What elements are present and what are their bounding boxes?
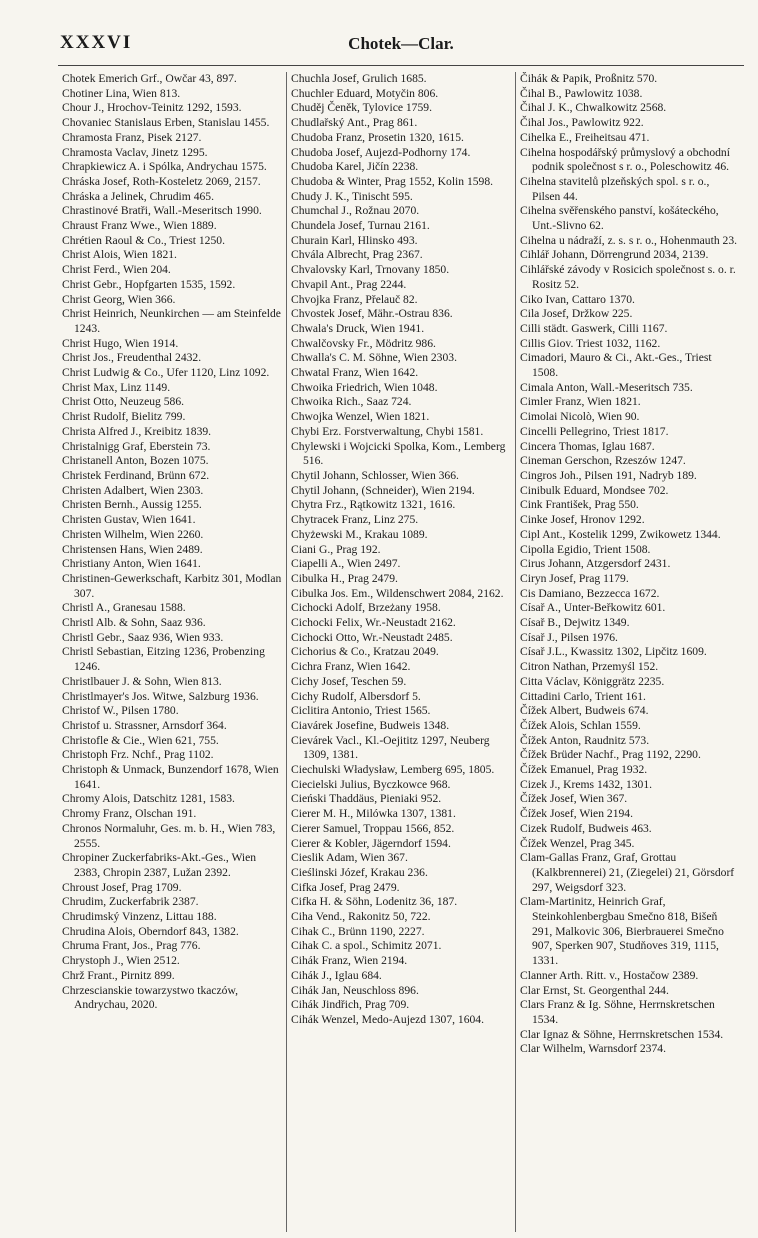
directory-entry: Churain Karl, Hlinsko 493.	[291, 233, 418, 247]
directory-entry: Cinibulk Eduard, Mondsee 702.	[520, 483, 669, 497]
directory-entry: Cingros Joh., Pilsen 191, Nadryb 189.	[520, 468, 697, 482]
directory-entry: Chudy J. K., Tinischt 595.	[291, 189, 413, 203]
directory-entry: Cihlář Johann, Dörrengrund 2034, 2139.	[520, 248, 709, 262]
directory-entry: Cihák Jan, Neuschloss 896.	[291, 983, 419, 997]
directory-entry: Chraust Franz Wwe., Wien 1889.	[62, 219, 217, 233]
directory-entry: Cinke Josef, Hronov 1292.	[520, 513, 645, 527]
directory-entry: Chrzescianskie towarzystwo tkaczów, Andrychau, 2020.	[62, 983, 238, 1012]
directory-entry: Christof u. Strassner, Arnsdorf 364.	[62, 718, 227, 732]
directory-entry: Chyżewski M., Krakau 1089.	[291, 527, 428, 541]
directory-entry: Cittadini Carlo, Trient 161.	[520, 689, 646, 703]
directory-entry: Cink František, Prag 550.	[520, 498, 639, 512]
directory-entry: Cifka Josef, Prag 2479.	[291, 880, 400, 894]
directory-entry: Císař J.L., Kwassitz 1302, Lipčitz 1609.	[520, 645, 707, 659]
directory-entry: Chybi Erz. Forstverwaltung, Chybi 1581.	[291, 424, 484, 438]
directory-entry: Chrapkiewicz A. i Spólka, Andrychau 1575.	[62, 160, 267, 174]
directory-entry: Ciecielski Julius, Byczkowce 968.	[291, 777, 451, 791]
directory-entry: Chráska Josef, Roth-Kosteletz 2069, 2157.	[62, 174, 261, 188]
directory-entry: Cipolla Egidio, Trient 1508.	[520, 542, 651, 556]
directory-entry: Cierer & Kobler, Jägerndorf 1594.	[291, 836, 451, 850]
directory-entry: Christek Ferdinand, Brünn 672.	[62, 468, 210, 482]
header-rule	[58, 65, 744, 66]
directory-entry: Cilli städt. Gaswerk, Cilli 1167.	[520, 321, 668, 335]
directory-entry: Cihák Franz, Wien 2194.	[291, 954, 408, 968]
directory-entry: Cierer M. H., Milówka 1307, 1381.	[291, 807, 456, 821]
column-right	[515, 72, 744, 1232]
directory-entry: Christl A., Granesau 1588.	[62, 601, 186, 615]
directory-entry: Cipl Ant., Kostelik 1299, Zwikowetz 1344.	[520, 527, 721, 541]
directory-entry: Cibulka Jos. Em., Wildenschwert 2084, 2162.	[291, 586, 504, 600]
directory-entry: Čihal Jos., Pawlowitz 922.	[520, 116, 644, 130]
directory-entry: Cila Josef, Držkow 225.	[520, 307, 633, 321]
directory-entry: Chruma Frant, Jos., Prag 776.	[62, 939, 201, 953]
directory-entry: Čížek Albert, Budweis 674.	[520, 704, 649, 718]
directory-entry: Christ Heinrich, Neunkirchen — am Steinfelde 1243.	[62, 307, 281, 335]
directory-entry: Clanner Arth. Ritt. v., Hostačow 2389.	[520, 968, 699, 982]
directory-entry: Chytracek Franz, Linz 275.	[291, 513, 419, 527]
entry-columns	[58, 72, 744, 1232]
directory-entry: Christ Georg, Wien 366.	[62, 292, 176, 306]
directory-entry: Cievárek Vacl., Kl.-Oejititz 1297, Neuberg 1309, 1381.	[291, 733, 490, 762]
directory-entry: Clar Ernst, St. Georgenthal 244.	[520, 983, 669, 997]
directory-entry: Christoph Frz. Nchf., Prag 1102.	[62, 748, 214, 762]
directory-entry: Chramosta Vaclav, Jinetz 1295.	[62, 145, 208, 159]
directory-entry: Cihák Wenzel, Medo-Aujezd 1307, 1604.	[291, 1013, 485, 1026]
directory-entry: Chytra Frz., Rątkowitz 1321, 1616.	[291, 498, 456, 512]
directory-entry: Čížek Alois, Schlan 1559.	[520, 718, 641, 732]
directory-entry: Christensen Hans, Wien 2489.	[62, 542, 203, 556]
directory-entry: Chroust Josef, Prag 1709.	[62, 880, 182, 894]
directory-entry: Cichy Josef, Teschen 59.	[291, 674, 407, 688]
directory-entry: Cihak C. a spol., Schimitz 2071.	[291, 939, 442, 953]
directory-entry: Chotek Emerich Grf., Owčar 43, 897.	[62, 72, 237, 85]
directory-entry: Chvalovsky Karl, Trnovany 1850.	[291, 263, 450, 277]
directory-entry: Chudoba Josef, Aujezd-Podhorny 174.	[291, 145, 471, 159]
directory-entry: Christ Rudolf, Bielitz 799.	[62, 410, 186, 424]
directory-entry: Chrudim, Zuckerfabrik 2387.	[62, 895, 199, 909]
directory-entry: Christa Alfred J., Kreibitz 1839.	[62, 424, 212, 438]
directory-entry: Clam-Gallas Franz, Graf, Grottau (Kalkbrennerei) 21, (Ziegelei) 21, Görsdorf 297, Weigsdorf 323.	[520, 851, 735, 894]
directory-entry: Chudoba & Winter, Prag 1552, Kolin 1598.	[291, 174, 494, 188]
directory-entry: Chotiner Lina, Wien 813.	[62, 86, 181, 100]
directory-entry: Clars Franz & Ig. Söhne, Herrnskretschen 1534.	[520, 998, 715, 1026]
directory-entry: Cihelka E., Freiheitsau 471.	[520, 130, 650, 144]
directory-entry: Cis Damiano, Bezzecca 1672.	[520, 586, 660, 600]
directory-entry: Cibulka H., Prag 2479.	[291, 571, 398, 585]
directory-entry: Clam-Martinitz, Heinrich Graf, Steinkohlenbergbau Smečno 818, Bišeň 291, Malkovic 306, Bierbrauerei Smečno 907, Sperken 907, Studňoves 319, 1115, 1331.	[520, 895, 724, 968]
directory-entry: Christlmayer's Jos. Witwe, Salzburg 1936.	[62, 689, 259, 703]
directory-entry: Chwalčovsky Fr., Mödritz 986.	[291, 336, 436, 350]
directory-entry: Christ Alois, Wien 1821.	[62, 248, 177, 262]
directory-entry: Cichocki Felix, Wr.-Neustadt 2162.	[291, 616, 456, 630]
directory-entry: Christen Bernh., Aussig 1255.	[62, 498, 202, 512]
page-number: XXXVI	[60, 32, 133, 53]
directory-entry: Cihelna svěřenského panství, košáteckého, Unt.-Slivno 62.	[520, 204, 719, 233]
directory-entry: Chrudina Alois, Oberndorf 843, 1382.	[62, 924, 239, 938]
directory-entry: Čihal B., Pawlowitz 1038.	[520, 86, 643, 100]
directory-entry: Christl Alb. & Sohn, Saaz 936.	[62, 616, 206, 630]
directory-entry: Christen Gustav, Wien 1641.	[62, 513, 196, 527]
directory-entry: Chudoba Karel, Jičín 2238.	[291, 160, 419, 174]
directory-entry: Christofle & Cie., Wien 621, 755.	[62, 733, 219, 747]
directory-entry: Clar Wilhelm, Warnsdorf 2374.	[520, 1042, 666, 1056]
directory-entry: Cierer Samuel, Troppau 1566, 852.	[291, 821, 455, 835]
directory-entry: Chrystoph J., Wien 2512.	[62, 954, 180, 968]
directory-entry: Cimala Anton, Wall.-Meseritsch 735.	[520, 380, 693, 394]
directory-entry: Christ Jos., Freudenthal 2432.	[62, 351, 202, 365]
directory-entry: Cihelna stavitelů plzeňských spol. s r. o., Pilsen 44.	[520, 174, 710, 203]
directory-entry: Chytil Johann, (Schneider), Wien 2194.	[291, 483, 475, 497]
directory-entry: Chylewski i Wojcicki Spolka, Kom., Lemberg 516.	[291, 439, 506, 468]
directory-entry: Clar Ignaz & Söhne, Herrnskretschen 1534.	[520, 1027, 724, 1041]
directory-entry: Cimadori, Mauro & Ci., Akt.-Ges., Triest 1508.	[520, 351, 712, 380]
directory-entry: Cizek J., Krems 1432, 1301.	[520, 777, 653, 791]
directory-entry: Chrastinové Bratři, Wall.-Meseritsch 1990.	[62, 204, 262, 218]
directory-entry: Christ Ferd., Wien 204.	[62, 263, 171, 277]
directory-entry: Chuchler Eduard, Motyčin 806.	[291, 86, 439, 100]
directory-entry: Chwoika Friedrich, Wien 1048.	[291, 380, 438, 394]
directory-entry: Cichorius & Co., Kratzau 2049.	[291, 645, 439, 659]
directory-entry: Chwala's Druck, Wien 1941.	[291, 321, 425, 335]
directory-entry: Cifka H. & Söhn, Lodenitz 36, 187.	[291, 895, 458, 909]
directory-entry: Cihelna u nádraží, z. s. s r. o., Hohenmauth 23.	[520, 233, 738, 247]
page-title: Chotek—Clar.	[348, 34, 454, 53]
directory-entry: Čihal J. K., Chwalkowitz 2568.	[520, 101, 667, 115]
directory-entry: Chromy Franz, Olschan 191.	[62, 807, 197, 821]
directory-entry: Chuchla Josef, Grulich 1685.	[291, 72, 427, 85]
directory-entry: Chudoba Franz, Prosetin 1320, 1615.	[291, 130, 464, 144]
directory-entry: Čížek Josef, Wien 367.	[520, 792, 628, 806]
directory-entry: Christ Otto, Neuzeug 586.	[62, 395, 185, 409]
directory-entry: Chovaniec Stanislaus Erben, Stanislau 1455.	[62, 116, 270, 130]
directory-entry: Chramosta Franz, Pisek 2127.	[62, 130, 202, 144]
directory-entry: Cihák Jindřich, Prag 709.	[291, 998, 410, 1012]
directory-entry: Christ Hugo, Wien 1914.	[62, 336, 179, 350]
directory-entry: Chvojka Franz, Přelauč 82.	[291, 292, 418, 306]
directory-entry: Cimler Franz, Wien 1821.	[520, 395, 641, 409]
directory-entry: Christl Sebastian, Eitzing 1236, Probenzing 1246.	[62, 645, 265, 674]
directory-entry: Cineman Gerschon, Rzeszów 1247.	[520, 454, 686, 468]
directory-entry: Ciani G., Prag 192.	[291, 542, 381, 556]
directory-entry: Čížek Emanuel, Prag 1932.	[520, 763, 648, 777]
directory-entry: Cichocki Adolf, Brzeżany 1958.	[291, 601, 441, 615]
directory-entry: Chwatal Franz, Wien 1642.	[291, 366, 419, 380]
column-middle	[286, 72, 515, 1232]
directory-entry: Chudlařský Ant., Prag 861.	[291, 116, 418, 130]
directory-entry: Chundela Josef, Turnau 2161.	[291, 219, 430, 233]
directory-entry: Chvapil Ant., Prag 2244.	[291, 277, 407, 291]
directory-entry: Ciavárek Josefine, Budweis 1348.	[291, 718, 450, 732]
directory-entry: Christanell Anton, Bozen 1075.	[62, 454, 209, 468]
directory-entry: Christl Gebr., Saaz 936, Wien 933.	[62, 630, 224, 644]
directory-entry: Čížek Josef, Wien 2194.	[520, 807, 633, 821]
directory-entry: Ciapelli A., Wien 2497.	[291, 557, 401, 571]
directory-entry: Cihlářské závody v Rosicich společnost s. o. r. Rositz 52.	[520, 263, 736, 291]
directory-entry: Chvála Albrecht, Prag 2367.	[291, 248, 423, 262]
directory-entry: Chráska a Jelinek, Chrudim 465.	[62, 189, 214, 203]
directory-entry: Cieślinski Józef, Krakau 236.	[291, 865, 428, 879]
directory-entry: Cihák J., Iglau 684.	[291, 968, 382, 982]
directory-entry: Chytil Johann, Schlosser, Wien 366.	[291, 468, 459, 482]
directory-entry: Císař J., Pilsen 1976.	[520, 630, 618, 644]
directory-entry: Cichy Rudolf, Albersdorf 5.	[291, 689, 421, 703]
directory-entry: Chour J., Hrochov-Teinitz 1292, 1593.	[62, 101, 242, 115]
directory-entry: Chwoika Rich., Saaz 724.	[291, 395, 412, 409]
directory-entry: Cillis Giov. Triest 1032, 1162.	[520, 336, 661, 350]
directory-entry: Chropiner Zuckerfabriks-Akt.-Ges., Wien 2383, Chropin 2387, Lužan 2392.	[62, 851, 257, 879]
directory-entry: Cihak C., Brünn 1190, 2227.	[291, 924, 425, 938]
directory-entry: Čížek Wenzel, Prag 345.	[520, 836, 635, 850]
directory-entry: Chromy Alois, Datschitz 1281, 1583.	[62, 792, 235, 806]
directory-entry: Ciha Vend., Rakonitz 50, 722.	[291, 910, 431, 924]
directory-entry: Cirus Johann, Atzgersdorf 2431.	[520, 557, 671, 571]
directory-entry: Chumchal J., Rožnau 2070.	[291, 204, 420, 218]
directory-entry: Chwojka Wenzel, Wien 1821.	[291, 410, 430, 424]
directory-entry: Císař A., Unter-Beřkowitz 601.	[520, 601, 666, 615]
directory-entry: Cizek Rudolf, Budweis 463.	[520, 821, 652, 835]
directory-entry: Citron Nathan, Przemyśl 152.	[520, 660, 659, 674]
directory-entry: Christ Ludwig & Co., Ufer 1120, Linz 1092.	[62, 366, 270, 380]
directory-entry: Chrž Frant., Pirnitz 899.	[62, 968, 175, 982]
page-header	[58, 30, 744, 66]
directory-entry: Cieński Thaddäus, Pieniaki 952.	[291, 792, 442, 806]
directory-entry: Chrétien Raoul & Co., Triest 1250.	[62, 233, 225, 247]
directory-entry: Christlbauer J. & Sohn, Wien 813.	[62, 674, 222, 688]
column-left	[58, 72, 286, 1232]
directory-entry: Ciko Ivan, Cattaro 1370.	[520, 292, 635, 306]
directory-entry: Císař B., Dejwitz 1349.	[520, 616, 630, 630]
directory-entry: Cichra Franz, Wien 1642.	[291, 660, 411, 674]
directory-entry: Christen Wilhelm, Wien 2260.	[62, 527, 204, 541]
directory-entry: Čížek Anton, Raudnitz 573.	[520, 733, 650, 747]
directory-entry: Čížek Brüder Nachf., Prag 1192, 2290.	[520, 748, 701, 762]
directory-entry: Chuděj Čeněk, Tylovice 1759.	[291, 101, 432, 115]
directory-entry: Christ Gebr., Hopfgarten 1535, 1592.	[62, 277, 236, 291]
directory-entry: Christiany Anton, Wien 1641.	[62, 557, 201, 571]
directory-entry: Chvostek Josef, Mähr.-Ostrau 836.	[291, 307, 453, 321]
directory-entry: Cieslik Adam, Wien 367.	[291, 851, 408, 865]
directory-entry: Čihák & Papik, Proßnitz 570.	[520, 72, 658, 85]
directory-entry: Cincera Thomas, Iglau 1687.	[520, 439, 655, 453]
directory-entry: Christof W., Pilsen 1780.	[62, 704, 179, 718]
directory-entry: Chrudimský Vinzenz, Littau 188.	[62, 910, 217, 924]
directory-entry: Christ Max, Linz 1149.	[62, 380, 171, 394]
directory-entry: Chwalla's C. M. Söhne, Wien 2303.	[291, 351, 457, 365]
directory-entry: Cimolai Nicolò, Wien 90.	[520, 410, 640, 424]
directory-entry: Cincelli Pellegrino, Triest 1817.	[520, 424, 669, 438]
directory-entry: Ciechulski Władysław, Lemberg 695, 1805.	[291, 763, 495, 777]
directory-entry: Christinen-Gewerkschaft, Karbitz 301, Modlan 307.	[62, 571, 282, 600]
directory-entry: Chronos Normaluhr, Ges. m. b. H., Wien 783, 2555.	[62, 821, 276, 850]
directory-entry: Citta Václav, Königgrätz 2235.	[520, 674, 665, 688]
directory-entry: Cihelna hospodářský průmyslový a obchodní podnik společnost s r. o., Poleschowitz 46.	[520, 145, 730, 174]
directory-entry: Ciclitira Antonio, Triest 1565.	[291, 704, 431, 718]
directory-entry: Christen Adalbert, Wien 2303.	[62, 483, 204, 497]
directory-entry: Christalnigg Graf, Eberstein 73.	[62, 439, 211, 453]
directory-entry: Ciryn Josef, Prag 1179.	[520, 571, 629, 585]
directory-entry: Christoph & Unmack, Bunzendorf 1678, Wien 1641.	[62, 763, 279, 791]
directory-entry: Cichocki Otto, Wr.-Neustadt 2485.	[291, 630, 453, 644]
